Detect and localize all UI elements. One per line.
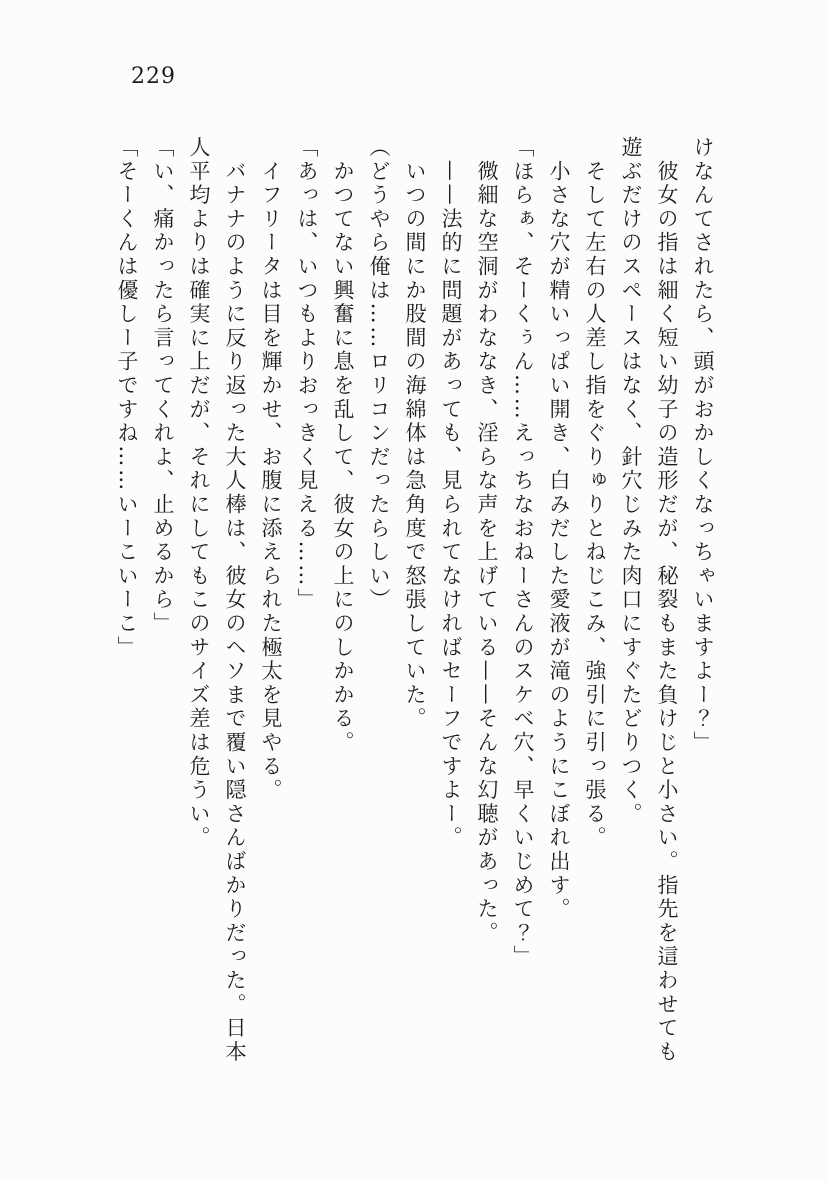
text-paragraph: 「そーくんは優しー子ですね……いーこいーこ」: [115, 136, 139, 660]
text-paragraph: 「ほらぁ、そーくぅん……えっちなおねーさんのスケベ穴、早くいじめて？」: [511, 136, 535, 969]
text-paragraph: 彼女の指は細く短い幼子の造形だが、秘裂もまた負けじと小さい。指先を這わせても遊ぶだけのスペースはなく、針穴じみた肉口にすぐたどりつく。: [619, 136, 679, 1065]
text-paragraph: 微細な空洞がわななき、淫らな声を上げている——そんな幻聴があった。: [475, 136, 499, 946]
page-number: 229: [131, 64, 176, 89]
text-paragraph: 「い、痛かったら言ってくれよ、止めるから」: [151, 136, 175, 636]
text-paragraph: イフリータは目を輝かせ、お腹に添えられた極太を見やる。: [259, 136, 283, 803]
text-paragraph: （どうやら俺は……ロリコンだったらしい）: [367, 136, 391, 612]
text-paragraph: バナナのように反り返った大人棒は、彼女のヘソまで覆い隠さんばかりだった。日本人平均よりは確実に上だが、それにしてもこのサイズ差は危うい。: [187, 136, 247, 1065]
text-paragraph: かつてない興奮に息を乱して、彼女の上にのしかかる。: [331, 136, 355, 755]
text-paragraph: いつの間にか股間の海綿体は急角度で怒張していた。: [403, 136, 427, 731]
vertical-text-block: [107, 136, 721, 1066]
text-paragraph: ——法的に問題があっても、見られてなければセーフですよー。: [439, 136, 463, 850]
text-paragraph: けなんてされたら、頭がおかしくなっちゃいますよー？」: [691, 136, 715, 755]
text-paragraph: そして左右の人差し指をぐりゅりとねじこみ、強引に引っ張る。: [583, 136, 607, 850]
text-paragraph: 「あっは、いつもよりおっきく見える……」: [295, 136, 319, 612]
text-paragraph: 小さな穴が精いっぱい開き、白みだした愛液が滝のようにこぼれ出す。: [547, 136, 571, 922]
